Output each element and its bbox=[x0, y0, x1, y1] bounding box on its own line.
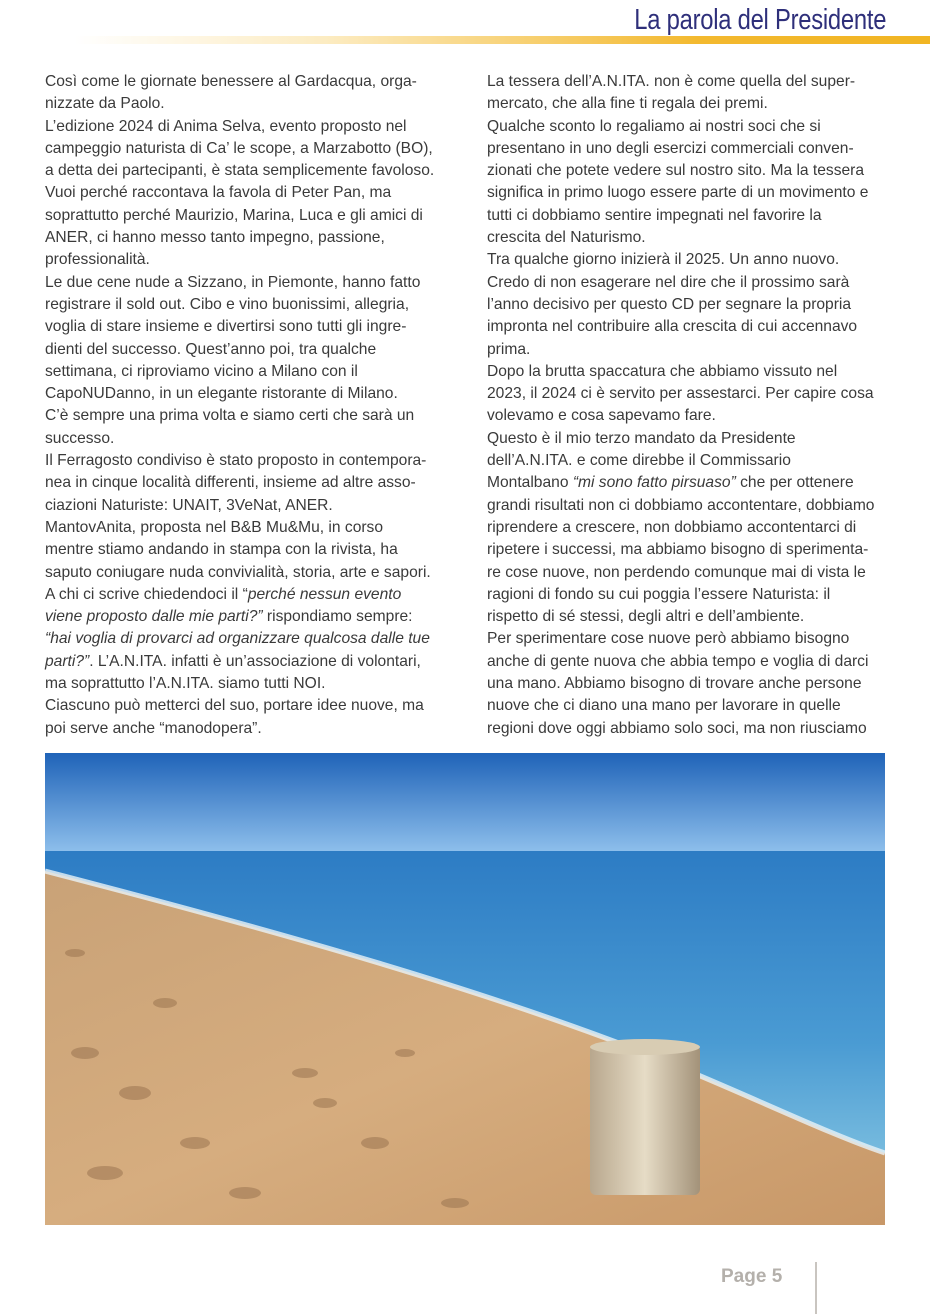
text-line bbox=[45, 517, 475, 539]
text-line bbox=[45, 227, 475, 249]
text-line bbox=[45, 361, 475, 383]
body-text: che per ottenere bbox=[735, 474, 854, 492]
text-line bbox=[45, 160, 475, 182]
text-line bbox=[487, 182, 917, 204]
text-line bbox=[45, 116, 475, 138]
text-line bbox=[45, 138, 475, 160]
italic-quote-text: “hai voglia di provarci ad organizzare qualcosa dalle tue bbox=[45, 630, 430, 648]
page-number: Page 5 bbox=[721, 1266, 783, 1287]
text-line bbox=[487, 718, 917, 740]
text-line bbox=[45, 339, 475, 361]
text-line bbox=[487, 138, 917, 160]
body-text: campeggio naturista di Ca’ le scope, a Marzabotto (BO), bbox=[45, 139, 433, 157]
body-text: successo. bbox=[45, 429, 115, 447]
body-text: tutti ci dobbiamo sentire impegnati nel favorire la bbox=[487, 206, 822, 224]
text-line bbox=[45, 562, 475, 584]
body-text: crescita del Naturismo. bbox=[487, 229, 646, 247]
body-text: prima. bbox=[487, 340, 531, 358]
body-text: professionalità. bbox=[45, 251, 150, 269]
text-line bbox=[45, 450, 475, 472]
text-line bbox=[487, 272, 917, 294]
text-line bbox=[487, 405, 917, 427]
text-line bbox=[487, 584, 917, 606]
text-line bbox=[487, 472, 917, 494]
text-line bbox=[487, 227, 917, 249]
text-line bbox=[487, 160, 917, 182]
body-text: una mano. Abbiamo bisogno di trovare anche persone bbox=[487, 675, 862, 693]
body-text: Così come le giornate benessere al Gardacqua, orga- bbox=[45, 73, 417, 90]
body-text: rispondiamo sempre: bbox=[262, 608, 413, 626]
body-text: Tra qualche giorno inizierà il 2025. Un anno nuovo. bbox=[487, 251, 840, 269]
text-line bbox=[487, 539, 917, 561]
text-line bbox=[487, 428, 917, 450]
text-line bbox=[45, 428, 475, 450]
body-text: Montalbano bbox=[487, 474, 573, 492]
body-text: Qualche sconto lo regaliamo ai nostri soci che si bbox=[487, 117, 821, 135]
body-text: Le due cene nude a Sizzano, in Piemonte, hanno fatto bbox=[45, 273, 421, 291]
body-text: saputo coniugare nuda convivialità, storia, arte e sapori. bbox=[45, 563, 431, 581]
body-text: settimana, ci riproviamo vicino a Milano con il bbox=[45, 362, 358, 380]
body-text: dienti del successo. Quest’anno poi, tra qualche bbox=[45, 340, 377, 358]
text-line bbox=[487, 339, 917, 361]
body-text: MantovAnita, proposta nel B&B Mu&Mu, in corso bbox=[45, 518, 384, 536]
text-line bbox=[45, 383, 475, 405]
body-text: Per sperimentare cose nuove però abbiamo bisogno bbox=[487, 630, 850, 648]
body-text: Dopo la brutta spaccatura che abbiamo vissuto nel bbox=[487, 362, 838, 380]
footer-divider bbox=[815, 1262, 817, 1314]
body-text: dell’A.N.ITA. e come direbbe il Commissario bbox=[487, 452, 791, 470]
text-line bbox=[45, 405, 475, 427]
body-text: Credo di non esagerare nel dire che il prossimo sarà bbox=[487, 273, 850, 291]
body-text: mentre stiamo andando in stampa con la rivista, ha bbox=[45, 541, 398, 559]
body-text: A chi ci scrive chiedendoci il “ bbox=[45, 585, 248, 603]
text-line bbox=[45, 606, 475, 628]
text-line bbox=[487, 495, 917, 517]
text-line bbox=[45, 584, 475, 606]
article-column-right bbox=[487, 71, 917, 740]
body-text: l’anno decisivo per questo CD per segnare la propria bbox=[487, 295, 852, 313]
body-text: re cose nuove, non perdendo comunque mai di vista le bbox=[487, 563, 866, 581]
body-text: anche di gente nuova che abbia tempo e voglia di darci bbox=[487, 652, 869, 670]
body-text: poi serve anche “manodopera”. bbox=[45, 719, 262, 737]
body-text: nuove che ci diano una mano per lavorare in quelle bbox=[487, 697, 841, 715]
text-line bbox=[487, 628, 917, 650]
article-column-left bbox=[45, 71, 475, 740]
body-text: Ciascuno può metterci del suo, portare idee nuove, ma bbox=[45, 697, 424, 715]
italic-quote-text: viene proposto dalle mie parti?” bbox=[45, 608, 263, 626]
body-text: L’edizione 2024 di Anima Selva, evento proposto nel bbox=[45, 117, 407, 135]
text-line bbox=[45, 695, 475, 717]
italic-quote-text: perché nessun evento bbox=[247, 585, 402, 603]
body-text: C’è sempre una prima volta e siamo certi che sarà un bbox=[45, 407, 415, 425]
text-line bbox=[487, 606, 917, 628]
text-line bbox=[487, 695, 917, 717]
text-line bbox=[45, 673, 475, 695]
text-line bbox=[487, 316, 917, 338]
text-line bbox=[487, 383, 917, 405]
text-line bbox=[45, 495, 475, 517]
body-text: nizzate da Paolo. bbox=[45, 95, 165, 113]
text-line bbox=[45, 294, 475, 316]
body-text: soprattutto perché Maurizio, Marina, Luca e gli amici di bbox=[45, 206, 423, 224]
body-text: significa in primo luogo essere parte di un movimento e bbox=[487, 184, 869, 202]
body-text: ciazioni Naturiste: UNAIT, 3VeNat, ANER. bbox=[45, 496, 333, 514]
text-line bbox=[45, 718, 475, 740]
text-line bbox=[487, 517, 917, 539]
text-line bbox=[487, 249, 917, 271]
body-text: voglia di stare insieme e divertirsi sono tutti gli ingre- bbox=[45, 318, 407, 336]
body-text: Il Ferragosto condiviso è stato proposto in contempora- bbox=[45, 452, 427, 470]
text-line bbox=[487, 673, 917, 695]
text-line bbox=[487, 651, 917, 673]
body-text: volevamo e cosa sapevamo fare. bbox=[487, 407, 716, 425]
text-line bbox=[487, 205, 917, 227]
body-text: regioni dove oggi abbiamo solo soci, ma non riusciamo bbox=[487, 719, 867, 737]
italic-quote-text: parti?” bbox=[45, 652, 90, 670]
body-text: Vuoi perché raccontava la favola di Peter Pan, ma bbox=[45, 184, 392, 202]
body-text: mercato, che alla fine ti regala dei premi. bbox=[487, 95, 768, 113]
text-line bbox=[45, 628, 475, 650]
body-text: La tessera dell’A.N.ITA. non è come quella del super- bbox=[487, 73, 856, 90]
text-line bbox=[487, 562, 917, 584]
text-line bbox=[45, 182, 475, 204]
body-text: 2023, il 2024 ci è servito per assestarci. Per capire cosa bbox=[487, 385, 874, 403]
text-line bbox=[487, 93, 917, 115]
text-line bbox=[45, 205, 475, 227]
text-line bbox=[45, 93, 475, 115]
body-text: a detta dei partecipanti, è stata semplicemente favoloso. bbox=[45, 162, 435, 180]
text-line bbox=[45, 539, 475, 561]
text-line bbox=[487, 294, 917, 316]
body-text: presentano in uno degli esercizi commerciali conven- bbox=[487, 139, 854, 157]
body-text: riprendere a crescere, non dobbiamo accontentarci di bbox=[487, 518, 857, 536]
body-text: ripetere i successi, ma abbiamo bisogno di sperimenta- bbox=[487, 541, 869, 559]
body-text: Questo è il mio terzo mandato da Presidente bbox=[487, 429, 796, 447]
body-text: impronta nel contribuire alla crescita di cui accennavo bbox=[487, 318, 858, 336]
body-text: ANER, ci hanno messo tanto impegno, passione, bbox=[45, 229, 385, 247]
body-text: CapoNUDanno, in un elegante ristorante di Milano. bbox=[45, 385, 398, 403]
body-text: ma soprattutto l’A.N.ITA. siamo tutti NOI. bbox=[45, 675, 326, 693]
text-line bbox=[45, 472, 475, 494]
text-line bbox=[487, 450, 917, 472]
body-text: ragioni di fondo su cui poggia l’essere Naturista: il bbox=[487, 585, 831, 603]
beach-photo bbox=[45, 753, 885, 1225]
text-line bbox=[487, 116, 917, 138]
body-text: . L’A.N.ITA. infatti è un’associazione di volontari, bbox=[89, 652, 421, 670]
italic-quote-text: “mi sono fatto pirsuaso” bbox=[572, 474, 736, 492]
header-accent-bar bbox=[0, 36, 930, 44]
section-title: La parola del Presidente bbox=[634, 4, 886, 36]
text-line bbox=[45, 651, 475, 673]
body-text: registrare il sold out. Cibo e vino buonissimi, allegria, bbox=[45, 295, 410, 313]
body-text: zionati che potete vedere sul nostro sito. Ma la tessera bbox=[487, 162, 865, 180]
text-line bbox=[487, 71, 917, 93]
body-text: rispetto di sé stessi, degli altri e dell’ambiente. bbox=[487, 608, 805, 626]
driftwood-post bbox=[590, 1045, 700, 1195]
body-text: nea in cinque località differenti, insieme ad altre asso- bbox=[45, 474, 416, 492]
text-line bbox=[45, 249, 475, 271]
text-line bbox=[487, 361, 917, 383]
text-line bbox=[45, 316, 475, 338]
body-text: grandi risultati non ci dobbiamo accontentare, dobbiamo bbox=[487, 496, 875, 514]
text-line bbox=[45, 71, 475, 93]
text-line bbox=[45, 272, 475, 294]
